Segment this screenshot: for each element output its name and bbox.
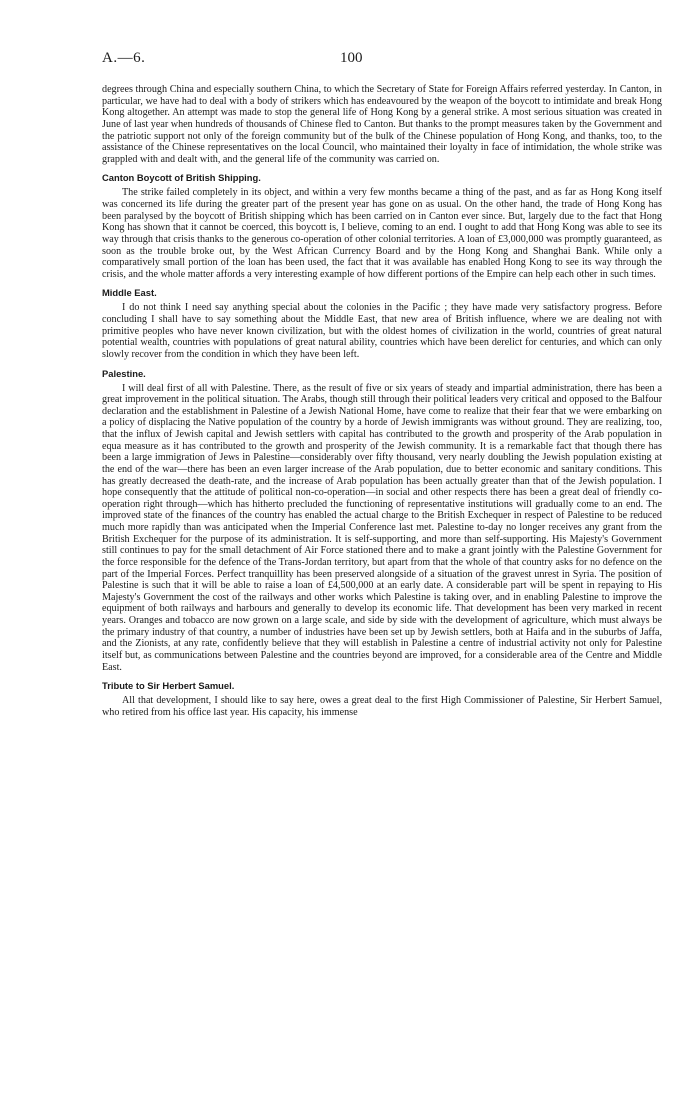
heading-tribute-samuel: Tribute to Sir Herbert Samuel. — [102, 680, 235, 692]
heading-canton-boycott: Canton Boycott of British Shipping. — [102, 172, 261, 184]
heading-middle-east: Middle East. — [102, 287, 157, 299]
series-reference: A.—6. — [102, 50, 146, 66]
body-text — [102, 84, 662, 718]
paragraph-canton-boycott: The strike failed completely in its object, and within a very few months became a thing of the past, and as far as Hong Kong itself was concerned its life during the greater part of the present year has gone on as usual. On the other hand, the trade of Hong Kong has been paralysed by the boycott of British shipping which has been carried on in Canton ever since. But, largely due to the fact that Hong Kong has shown that it cannot be coerced, this boycott is, I believe, coming to an end. I ought to add that Hong Kong was able to see its way through that crisis thanks to the generous co-operation of other colonial territories. A loan of £3,000,000 was promptly guaranteed, as soon as the trouble broke out, by the West African Currency Board and by the Hong Kong and Shanghai Bank. While only a comparatively small portion of the loan has been used, the fact that it was available has enabled Hong Kong to see its way through the crisis, and the whole matter affords a very interesting example of how different portions of the Empire can help each other in such times. — [102, 187, 662, 280]
paragraph-middle-east: I do not think I need say anything special about the colonies in the Pacific ; they have made very satisfactory progress. Before concluding I shall have to say something about the Middle East, that new area of British influence, where we are dealing not with primitive peoples who have never known civilization, but with the oldest homes of civilization in the world, countries of great natural potential wealth, countries with populations of great natural ability, countries which have been derelict for centuries, and which can only slowly recover from the condition in which they have been left. — [102, 302, 662, 360]
page-number: 100 — [340, 50, 363, 66]
paragraph-palestine: I will deal first of all with Palestine. There, as the result of five or six years of steady and impartial administration, there has been a great improvement in the political situation. The Arabs, though still through their political leaders very critical and opposed to the Balfour declaration and the establishment in Palestine of a Jewish National Home, have come to realize that their fear that we were embarking on a policy of displacing the Native population of the country by a horde of Jewish immigrants was without ground. They are realizing, too, that the influx of Jewish capital and Jewish settlers with capital has contributed to the growth and prosperity of the Arab population in equa measure as it has contributed to the growth and prosperity of the Jewish community. It is a remarkable fact that though there has been a large immigration of Jews in Palestine—considerably over fifty thousand, very nearly doubling the Jewish population existing at the end of the war—there has been an even larger increase of the Arab population, due to better economic and sanitary conditions. This has greatly decreased the death-rate, and the increase of Arab population has been actually greater than that of the Jewish population. I hope consequently that the attitude of political non-co-operation—in social and other respects there has been a great deal of friendly co-operation right through—which has hitherto precluded the functioning of representative institutions will gradually come to an end. The improved state of the finances of the country has enabled the actual charge to the British Exchequer in respect of Palestine to be reduced much more rapidly than was anticipated when the Imperial Conference last met. Palestine to-day no longer receives any grant from the British Exchequer for the purpose of its administration. It is self-supporting, and more than self-supporting. His Majesty's Government still continues to pay for the small detachment of Air Force stationed there and to make a grant jointly with the Palestine Government for the force responsible for the defence of the Trans-Jordan territory, but apart from that the whole of that country asks for no defence on the part of the Imperial Forces. Perfect tranquillity has been preserved alongside of a situation of the gravest unrest in Syria. The position of Palestine is such that it will be able to raise a loan of £4,500,000 at an early date. A considerable part will be spent in repaying to His Majesty's Government the cost of the railways and other works which Palestine is taking over, and in enabling Palestine to improve the equipment of both railways and harbours and generally to develop its economic life. That development has been very marked in recent years. Oranges and tobacco are now grown on a large scale, and side by side with the development of agriculture, which must always be the primary industry of that country, a number of industries have been set up by Jewish settlers, both at Haifa and in the suburbs of Jaffa, and the Zionists, at any rate, confidently believe that they will establish in Palestine a centre of industrial activity not only for Palestine itself but, as communications between Palestine and the countries beyond are improved, for a considerable area of the Centre and Middle East. — [102, 382, 662, 673]
heading-palestine: Palestine. — [102, 367, 146, 379]
page-header — [102, 50, 662, 78]
paragraph-continued: degrees through China and especially southern China, to which the Secretary of State for Foreign Affairs referred yesterday. In Canton, in particular, we have had to deal with a body of strikers which has endeavoured by the weapon of the boycott to intimidate and break Hong Kong altogether. An attempt was made to stop the general life of Hong Kong by a general strike. A most serious situation was created in June of last year when hundreds of thousands of Chinese fled to Canton. But thanks to the prompt measures taken by the Government and the patriotic support not only of the foreign community but of the bulk of the Chinese population of Hong Kong, and thanks, too, to the assistance of the Chinese representatives on the local Council, who maintained their loyalty in face of intimidation, the whole strike was grappled with and dealt with, and the general life of the community was carried on. — [102, 84, 662, 165]
paragraph-tribute-samuel: All that development, I should like to say here, owes a great deal to the first High Commissioner of Palestine, Sir Herbert Samuel, who retired from his office last year. His capacity, his immense — [102, 695, 662, 718]
